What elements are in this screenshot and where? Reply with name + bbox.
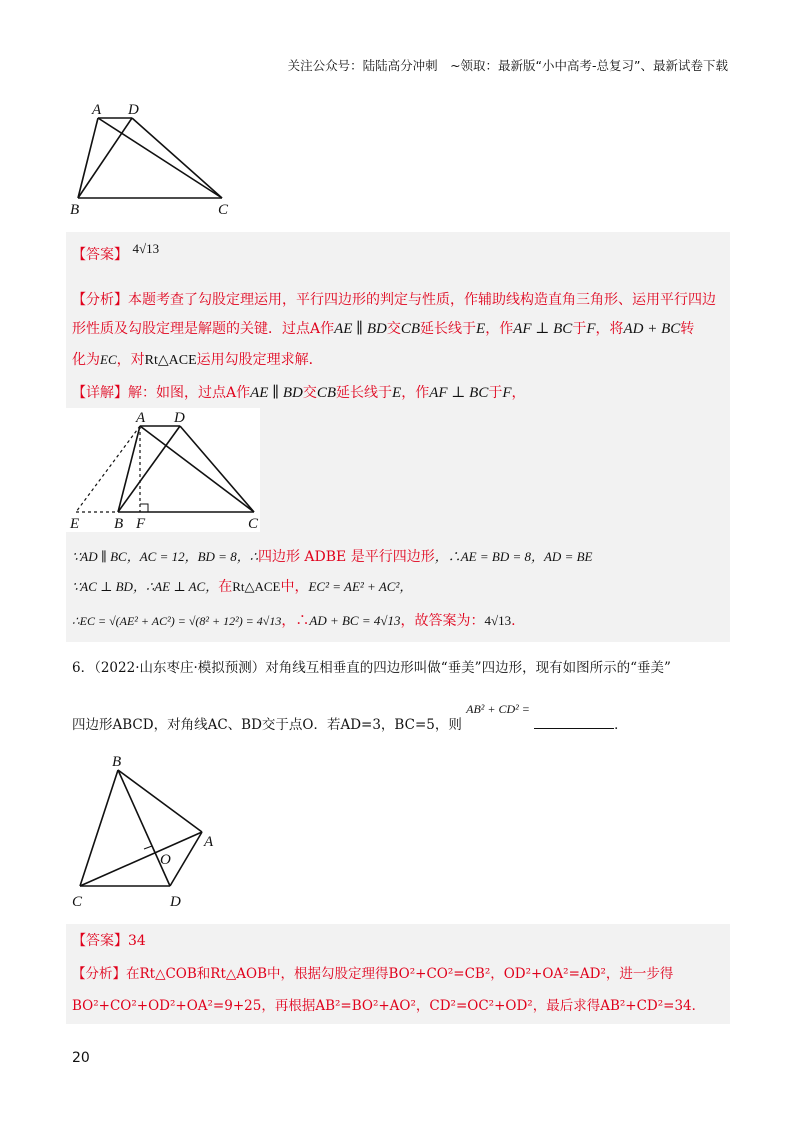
- math-ae-par-bd: AE ∥ BD: [334, 321, 387, 337]
- analysis-text-2e: 延长线于: [420, 321, 477, 337]
- detail-text-2: 交: [302, 385, 317, 401]
- detail-math-f: F: [502, 385, 512, 401]
- fig2-label-f: F: [136, 516, 146, 532]
- math-af-perp-bc: AF ⊥ BC: [513, 321, 573, 337]
- answer-2-tag: 【答案】: [72, 933, 128, 949]
- step-3d: ，故答案为：: [400, 613, 485, 629]
- analysis-text-3c: ，对: [116, 352, 145, 368]
- analysis-text-2c: 交: [386, 321, 401, 337]
- step-2e: EC² = AE² + AC²，: [308, 579, 413, 594]
- fig2-label-a: A: [136, 410, 146, 426]
- answer-2: [72, 930, 146, 950]
- answer-value: 4√13: [132, 241, 160, 256]
- analysis-2-tag: 【分析】: [72, 966, 126, 982]
- question-6-end: ．: [614, 717, 628, 733]
- detail-tag: 【详解】: [72, 385, 128, 401]
- analysis-text-2k: ，将: [595, 321, 624, 337]
- analysis-text-2g: ，作: [485, 321, 514, 337]
- step-2a: ∵AC ⊥ BD，∴AE ⊥ AC，: [72, 579, 219, 594]
- question-6-text: 四边形ABCD，对角线AC、BD交于点O．若AD=3，BC=5，则: [72, 717, 462, 733]
- step-line-3: [72, 610, 516, 630]
- step-3c: AD + BC = 4√13: [309, 613, 401, 628]
- fig3-label-a: A: [204, 834, 214, 850]
- detail-text-5: 于: [488, 385, 503, 401]
- fig2-label-b: B: [114, 516, 124, 532]
- step-3e: 4√13: [484, 613, 512, 628]
- analysis-text-2m: 转: [680, 321, 695, 337]
- fig2-label-d: D: [174, 410, 185, 426]
- analysis-2-line-2: BO²+CO²+OD²+OA²=9+25，再根据AB²=BO²+AO²，CD²=OC²+OD²，最后求得AB²+CD²=34．: [72, 998, 706, 1014]
- detail-math-af-perp-bc: AF ⊥ BC: [429, 385, 489, 401]
- step-1b: 四边形 ADBE 是平行四边形: [257, 549, 435, 565]
- step-1c: ，∴AE = BD = 8，AD = BE: [434, 549, 593, 564]
- fig2-label-c: C: [248, 516, 259, 532]
- figure-trapezoid-1: [66, 96, 246, 222]
- analysis-1-line-2: [72, 318, 694, 338]
- math-ec: EC: [100, 352, 117, 367]
- fig1-label-a: A: [92, 102, 102, 118]
- answer-1: [72, 241, 160, 264]
- analysis-1-line-1: [72, 289, 716, 309]
- detail-math-e: E: [392, 385, 402, 401]
- detail-math-cb: CB: [316, 385, 337, 401]
- detail-text-3: 延长线于: [336, 385, 393, 401]
- analysis-1-line-3: [72, 349, 323, 369]
- analysis-text-1: 本题考查了勾股定理运用，平行四边形的判定与性质，作辅助线构造直角三角形、运用平行四边: [128, 292, 716, 308]
- analysis-text-3a: 化为: [72, 352, 100, 368]
- fig3-label-d: D: [170, 894, 181, 910]
- figure-trapezoid-2: [66, 408, 260, 532]
- math-e: E: [476, 321, 486, 337]
- answer-2-value: 34: [128, 933, 146, 949]
- fig1-label-c: C: [218, 202, 229, 218]
- math-cb: CB: [400, 321, 421, 337]
- analysis-2-line-1: [72, 962, 673, 982]
- page-number: 20: [72, 1050, 90, 1066]
- detail-text-6: ，: [511, 385, 526, 401]
- step-2c: Rt△ACE: [232, 579, 281, 594]
- fig3-label-c: C: [72, 894, 83, 910]
- question-6-expression: AB² + CD² =: [466, 702, 530, 716]
- detail-math-ae-par-bd: AE ∥ BD: [250, 385, 303, 401]
- analysis-text-3e: 运用勾股定理求解．: [196, 352, 323, 368]
- analysis-2-text-1: 在Rt△COB和Rt△AOB中，根据勾股定理得BO²+CO²=CB²，OD²+OA²=AD²，进一步得: [126, 966, 674, 982]
- fig1-label-b: B: [70, 202, 80, 218]
- question-6-line-1: 6．（2022·山东枣庄·模拟预测）对角线互相垂直的四边形叫做“垂美”四边形，现有如图所示的“垂美”: [72, 660, 671, 676]
- fig1-label-d: D: [128, 102, 139, 118]
- step-3b: ，∴: [281, 613, 310, 629]
- fig3-label-b: B: [112, 754, 122, 770]
- analysis-tag: 【分析】: [72, 292, 128, 308]
- analysis-text-2a: 形性质及勾股定理是解题的关键．过点A作: [72, 321, 335, 337]
- step-2b: 在: [218, 579, 233, 595]
- detail-text-1: 解：如图，过点A作: [128, 385, 251, 401]
- page-header: 关注公众号：陆陆高分冲刺 ~领取：最新版“小中高考-总复习”、最新试卷下载: [287, 58, 728, 73]
- question-6-line-2: [72, 702, 628, 733]
- step-line-1: [72, 546, 592, 566]
- math-ad-plus-bc: AD + BC: [623, 321, 681, 337]
- step-1a: ∵AD ∥ BC，AC = 12，BD = 8，∴: [72, 549, 258, 564]
- step-line-2: [72, 576, 412, 596]
- math-f: F: [586, 321, 596, 337]
- step-3a: ∴EC = √(AE² + AC²) = √(8² + 12²) = 4√13: [72, 614, 282, 628]
- figure-quadrilateral: [66, 750, 236, 920]
- fig2-label-e: E: [70, 516, 80, 532]
- math-rt-ace: Rt△ACE: [144, 353, 197, 368]
- detail-1-line-1: [72, 382, 526, 402]
- detail-text-4: ，作: [401, 385, 430, 401]
- analysis-text-2i: 于: [572, 321, 587, 337]
- answer-tag: 【答案】: [72, 247, 128, 263]
- answer-blank[interactable]: [534, 714, 614, 729]
- step-3f: .: [511, 613, 516, 629]
- fig3-label-o: O: [160, 852, 171, 868]
- step-2d: 中，: [280, 579, 309, 595]
